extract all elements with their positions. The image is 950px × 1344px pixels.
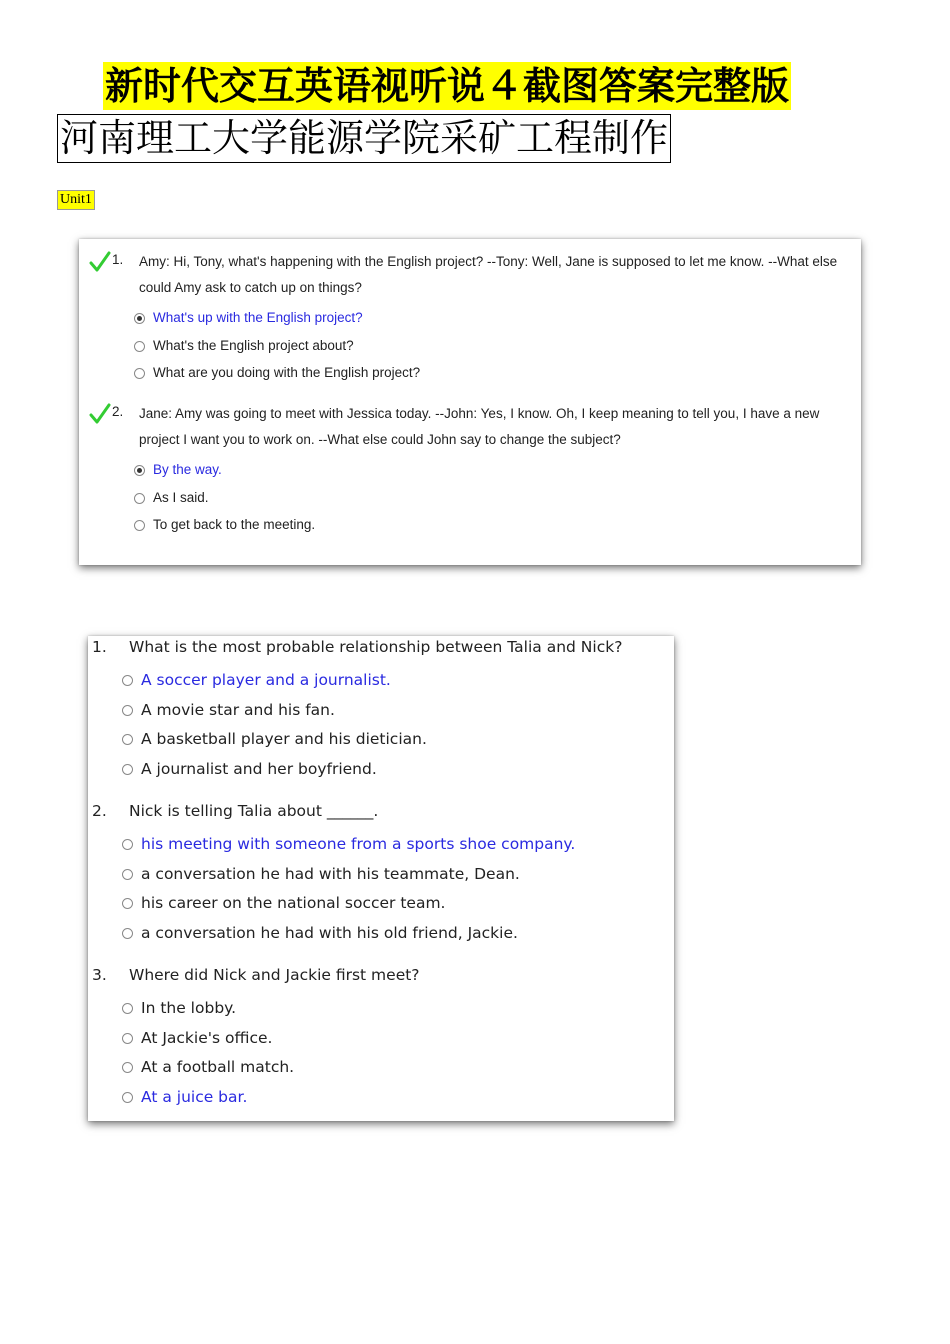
option-label: At Jackie's office. (141, 1029, 273, 1047)
radio-button[interactable] (122, 1092, 133, 1103)
answer-option[interactable] (122, 892, 445, 914)
question-1 (88, 638, 674, 788)
answer-option[interactable] (134, 515, 315, 535)
answer-option[interactable] (122, 1086, 247, 1108)
answer-option[interactable] (134, 363, 420, 383)
radio-button[interactable] (122, 675, 133, 686)
option-label: a conversation he had with his teammate, Dean. (141, 865, 520, 883)
radio-button[interactable] (134, 313, 145, 324)
quiz-screenshot-2 (88, 636, 674, 1121)
question-number: 1. (92, 638, 107, 656)
question-text: Where did Nick and Jackie first meet? (129, 966, 420, 984)
answer-option[interactable] (122, 1027, 272, 1049)
option-label: What are you doing with the English project? (153, 365, 421, 380)
radio-button[interactable] (122, 839, 133, 850)
question-text: Amy: Hi, Tony, what's happening with the English project? --Tony: Well, Jane is supposed to let me know. --What else could Amy ask to catch up on things? (139, 254, 838, 295)
option-label: A soccer player and a journalist. (141, 671, 391, 689)
radio-button[interactable] (122, 928, 133, 939)
question-number: 2. (92, 802, 107, 820)
radio-button[interactable] (134, 341, 145, 352)
document-subtitle: 河南理工大学能源学院采矿工程制作 (57, 114, 671, 163)
option-label: A movie star and his fan. (141, 701, 335, 719)
answer-option[interactable] (134, 308, 363, 328)
option-label: In the lobby. (141, 999, 237, 1017)
answer-option[interactable] (122, 833, 575, 855)
answer-option[interactable] (122, 997, 236, 1019)
option-label: A journalist and her boyfriend. (141, 760, 377, 778)
radio-button[interactable] (134, 465, 145, 476)
radio-button[interactable] (122, 1003, 133, 1014)
unit-label: Unit1 (57, 190, 95, 210)
answer-option[interactable] (134, 460, 222, 480)
radio-button[interactable] (122, 1033, 133, 1044)
radio-button[interactable] (122, 898, 133, 909)
option-label: his meeting with someone from a sports shoe company. (141, 835, 576, 853)
option-label: At a football match. (141, 1058, 295, 1076)
question-2 (88, 802, 674, 952)
option-label: By the way. (153, 462, 222, 477)
check-icon (89, 403, 111, 425)
answer-option[interactable] (122, 758, 377, 780)
answer-option[interactable] (122, 863, 520, 885)
option-label: What's the English project about? (153, 338, 354, 353)
radio-button[interactable] (122, 869, 133, 880)
radio-button[interactable] (122, 1062, 133, 1073)
question-3 (88, 966, 674, 1116)
option-label: What's up with the English project? (153, 310, 363, 325)
option-label: his career on the national soccer team. (141, 894, 446, 912)
question-2 (79, 401, 861, 541)
option-label: a conversation he had with his old friend, Jackie. (141, 924, 518, 942)
answer-option[interactable] (122, 669, 391, 691)
answer-option[interactable] (122, 1056, 294, 1078)
question-number: 3. (92, 966, 107, 984)
check-icon (89, 251, 111, 273)
answer-option[interactable] (122, 699, 335, 721)
radio-button[interactable] (122, 734, 133, 745)
quiz-screenshot-1 (79, 239, 861, 565)
radio-button[interactable] (134, 368, 145, 379)
answer-option[interactable] (122, 728, 427, 750)
option-label: As I said. (153, 490, 209, 505)
question-1 (79, 249, 861, 389)
radio-button[interactable] (122, 764, 133, 775)
option-label: At a juice bar. (141, 1088, 248, 1106)
answer-option[interactable] (122, 922, 518, 944)
document-title: 新时代交互英语视听说４截图答案完整版 (105, 63, 790, 108)
question-text: Jane: Amy was going to meet with Jessica today. --John: Yes, I know. Oh, I keep meaning to tell you, I have a new project I want you to work on. --What else could John say to change the subject? (139, 406, 820, 447)
radio-button[interactable] (122, 705, 133, 716)
answer-option[interactable] (134, 488, 209, 508)
question-text: What is the most probable relationship between Talia and Nick? (129, 638, 623, 656)
question-text: Nick is telling Talia about ______. (129, 802, 379, 820)
question-number: 1. (112, 252, 124, 267)
radio-button[interactable] (134, 520, 145, 531)
radio-button[interactable] (134, 493, 145, 504)
answer-option[interactable] (134, 336, 354, 356)
option-label: A basketball player and his dietician. (141, 730, 427, 748)
question-number: 2. (112, 404, 124, 419)
option-label: To get back to the meeting. (153, 517, 316, 532)
